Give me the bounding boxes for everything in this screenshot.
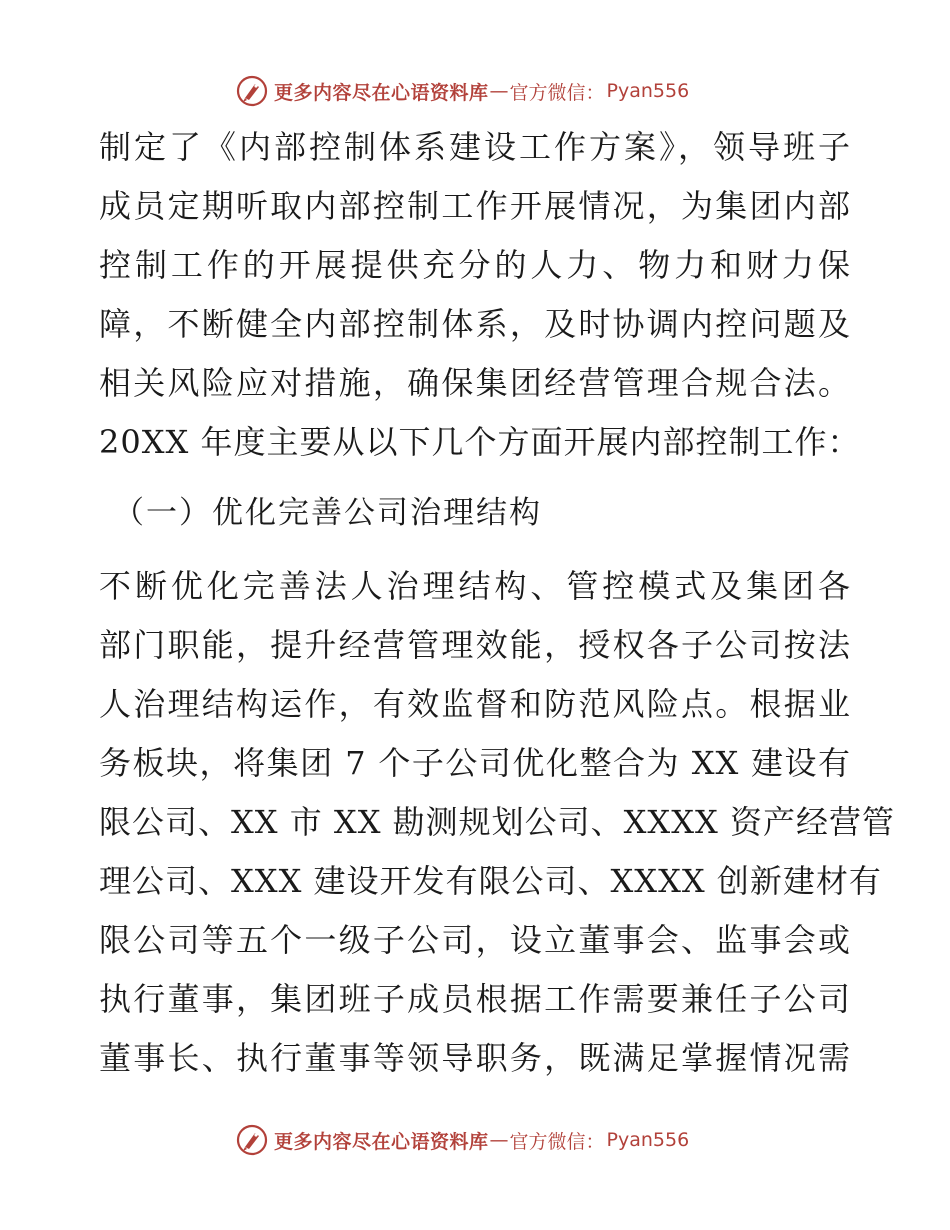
- footer-watermark: [236, 1123, 689, 1157]
- pen-nib-seal-icon: [236, 1124, 268, 1156]
- text-line: 障，不断健全内部控制体系，及时协调内控问题及: [99, 305, 851, 343]
- text-line: 董事长、执行董事等领导职务，既满足掌握情况需: [99, 1039, 851, 1077]
- watermark-separator: —: [489, 1129, 509, 1151]
- text-line: 不断优化完善法人治理结构、管控模式及集团各: [99, 567, 851, 605]
- watermark-label: 官方微信：: [509, 1130, 605, 1153]
- watermark-id: Pyan556: [606, 80, 690, 102]
- section-heading: （一）优化完善公司治理结构: [113, 495, 542, 531]
- text-line: 理公司、XXX 建设开发有限公司、XXXX 创新建材有: [99, 862, 882, 900]
- pen-nib-seal-icon: [236, 75, 268, 107]
- watermark-label: 官方微信：: [509, 81, 605, 104]
- text-line: 执行董事，集团班子成员根据工作需要兼任子公司: [99, 980, 851, 1018]
- text-line: 相关风险应对措施，确保集团经营管理合规合法。: [99, 364, 851, 402]
- text-line: 务板块，将集团 7 个子公司优化整合为 XX 建设有: [99, 744, 851, 782]
- header-watermark: [236, 74, 689, 108]
- watermark-id: Pyan556: [606, 1129, 690, 1151]
- watermark-brand: 更多内容尽在心语资料库: [274, 1130, 489, 1153]
- text-line: 20XX 年度主要从以下几个方面开展内部控制工作：: [99, 423, 861, 461]
- text-line: 制定了《内部控制体系建设工作方案》，领导班子: [99, 128, 851, 166]
- watermark-brand: 更多内容尽在心语资料库: [274, 81, 489, 104]
- text-line: 人治理结构运作，有效监督和防范风险点。根据业: [99, 685, 851, 723]
- text-line: 部门职能，提升经营管理效能，授权各子公司按法: [99, 626, 851, 664]
- text-line: 控制工作的开展提供充分的人力、物力和财力保: [99, 246, 851, 284]
- text-line: 限公司等五个一级子公司，设立董事会、监事会或: [99, 921, 851, 959]
- text-line: 成员定期听取内部控制工作开展情况，为集团内部: [99, 187, 851, 225]
- text-line: 限公司、XX 市 XX 勘测规划公司、XXXX 资产经营管: [99, 803, 895, 841]
- watermark-separator: —: [489, 80, 509, 102]
